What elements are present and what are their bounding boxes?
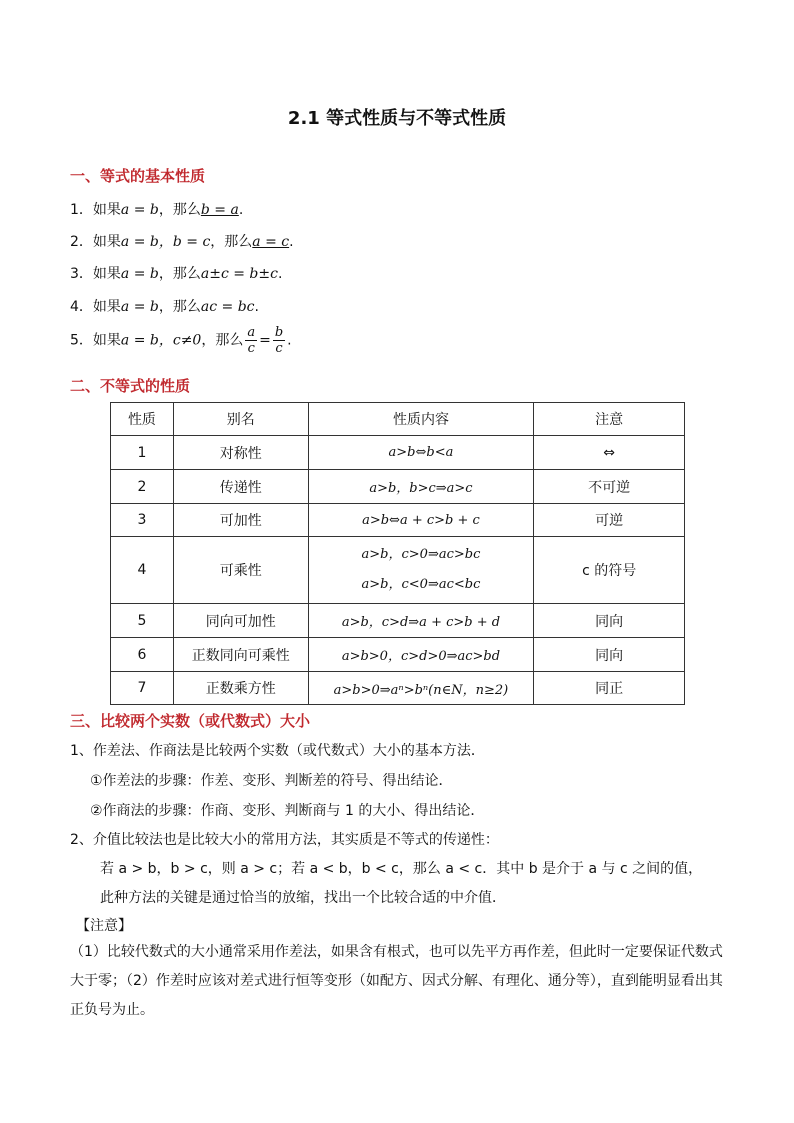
row-content-line-2: a>b，c<0⇒ac<bc <box>361 577 481 592</box>
table-row <box>111 470 685 504</box>
header-cell: 性质 <box>111 403 174 436</box>
equality-item-4: 4．如果a = b，那么ac = bc. <box>70 299 259 315</box>
quotient-method-steps: ②作商法的步骤：作商、变形、判断商与 1 的大小、得出结论． <box>90 803 485 819</box>
row-number: 6 <box>111 638 174 672</box>
row-number: 5 <box>111 604 174 638</box>
intermediate-method-intro: 2、介值比较法也是比较大小的常用方法，其实质是不等式的传递性： <box>70 832 499 848</box>
note-text: （1）比较代数式的大小通常采用作差法，如果含有根式，也可以先平方再作差，但此时一定要保证代数式大于零；（2）作差时应该对差式进行恒等变形（如配方、因式分解、有理化、通分等），直到能明显看出其正负号为止。 <box>70 944 723 1018</box>
row-alias: 传递性 <box>173 470 308 504</box>
table-header-row <box>111 403 685 436</box>
row-note: 可逆 <box>534 504 685 537</box>
row-content: a>b>0，c>d>0⇒ac>bd <box>308 638 534 672</box>
section2-heading: 二、不等式的性质 <box>70 377 191 395</box>
row-note: 同向 <box>534 604 685 638</box>
table-row <box>111 638 685 672</box>
page-title: 2.1 等式性质与不等式性质 <box>287 108 507 129</box>
row-alias: 正数同向可乘性 <box>173 638 308 672</box>
intermediate-method-example: 若 a > b，b > c，则 a > c；若 a < b，b < c，那么 a < c．其中 b 是介于 a 与 c 之间的值， <box>100 861 703 877</box>
equality-item-1: 1．如果a = b，那么b = a. <box>70 202 244 218</box>
header-cell: 注意 <box>534 403 685 436</box>
row-number: 1 <box>111 436 174 470</box>
row-content <box>308 537 534 604</box>
table-row <box>111 537 685 604</box>
row-content: a>b，b>c⇒a>c <box>308 470 534 504</box>
row-note: c 的符号 <box>534 537 685 604</box>
row-alias: 可加性 <box>173 504 308 537</box>
intermediate-method-key: 此种方法的关键是通过恰当的放缩，找出一个比较合适的中介值． <box>100 890 506 906</box>
row-content: a>b⇔b<a <box>308 436 534 470</box>
row-number: 7 <box>111 672 174 705</box>
header-cell: 别名 <box>173 403 308 436</box>
equality-item-2: 2．如果a = b，b = c，那么a = c. <box>70 234 294 250</box>
row-alias: 正数乘方性 <box>173 672 308 705</box>
row-note: ⇔ <box>534 436 685 470</box>
inequality-properties-table <box>110 402 685 705</box>
table-row <box>111 672 685 705</box>
section3-heading: 三、比较两个实数（或代数式）大小 <box>70 712 311 730</box>
row-note: 同正 <box>534 672 685 705</box>
difference-method-steps: ①作差法的步骤：作差、变形、判断差的符号、得出结论． <box>90 773 453 789</box>
row-alias: 可乘性 <box>173 537 308 604</box>
row-number: 2 <box>111 470 174 504</box>
equality-item-5: 5．如果a = b，c≠0，那么 $\frac{a}{c}$ = $\frac{b}{c}$ . <box>70 325 292 356</box>
row-note: 同向 <box>534 638 685 672</box>
row-note: 不可逆 <box>534 470 685 504</box>
table-row <box>111 436 685 470</box>
row-number: 3 <box>111 504 174 537</box>
table-row <box>111 504 685 537</box>
row-content: a>b，c>d⇒a + c>b + d <box>308 604 534 638</box>
row-content: a>b>0⇒aⁿ>bⁿ(n∈N，n≥2) <box>308 672 534 705</box>
row-number: 4 <box>111 537 174 604</box>
section1-heading: 一、等式的基本性质 <box>70 167 206 185</box>
row-content: a>b⇔a + c>b + c <box>308 504 534 537</box>
equality-item-3: 3．如果a = b，那么a±c = b±c. <box>70 266 283 282</box>
row-content-line-1: a>b，c>0⇒ac>bc <box>361 547 481 562</box>
compare-method-intro: 1、作差法、作商法是比较两个实数（或代数式）大小的基本方法． <box>70 743 485 759</box>
header-cell: 性质内容 <box>308 403 534 436</box>
row-alias: 对称性 <box>173 436 308 470</box>
note-label: 【注意】 <box>76 918 132 934</box>
table-row <box>111 604 685 638</box>
row-alias: 同向可加性 <box>173 604 308 638</box>
fraction-b-over-c: $\frac{b}{c}$ <box>274 325 284 356</box>
fraction-a-over-c: $\frac{a}{c}$ <box>247 325 256 356</box>
